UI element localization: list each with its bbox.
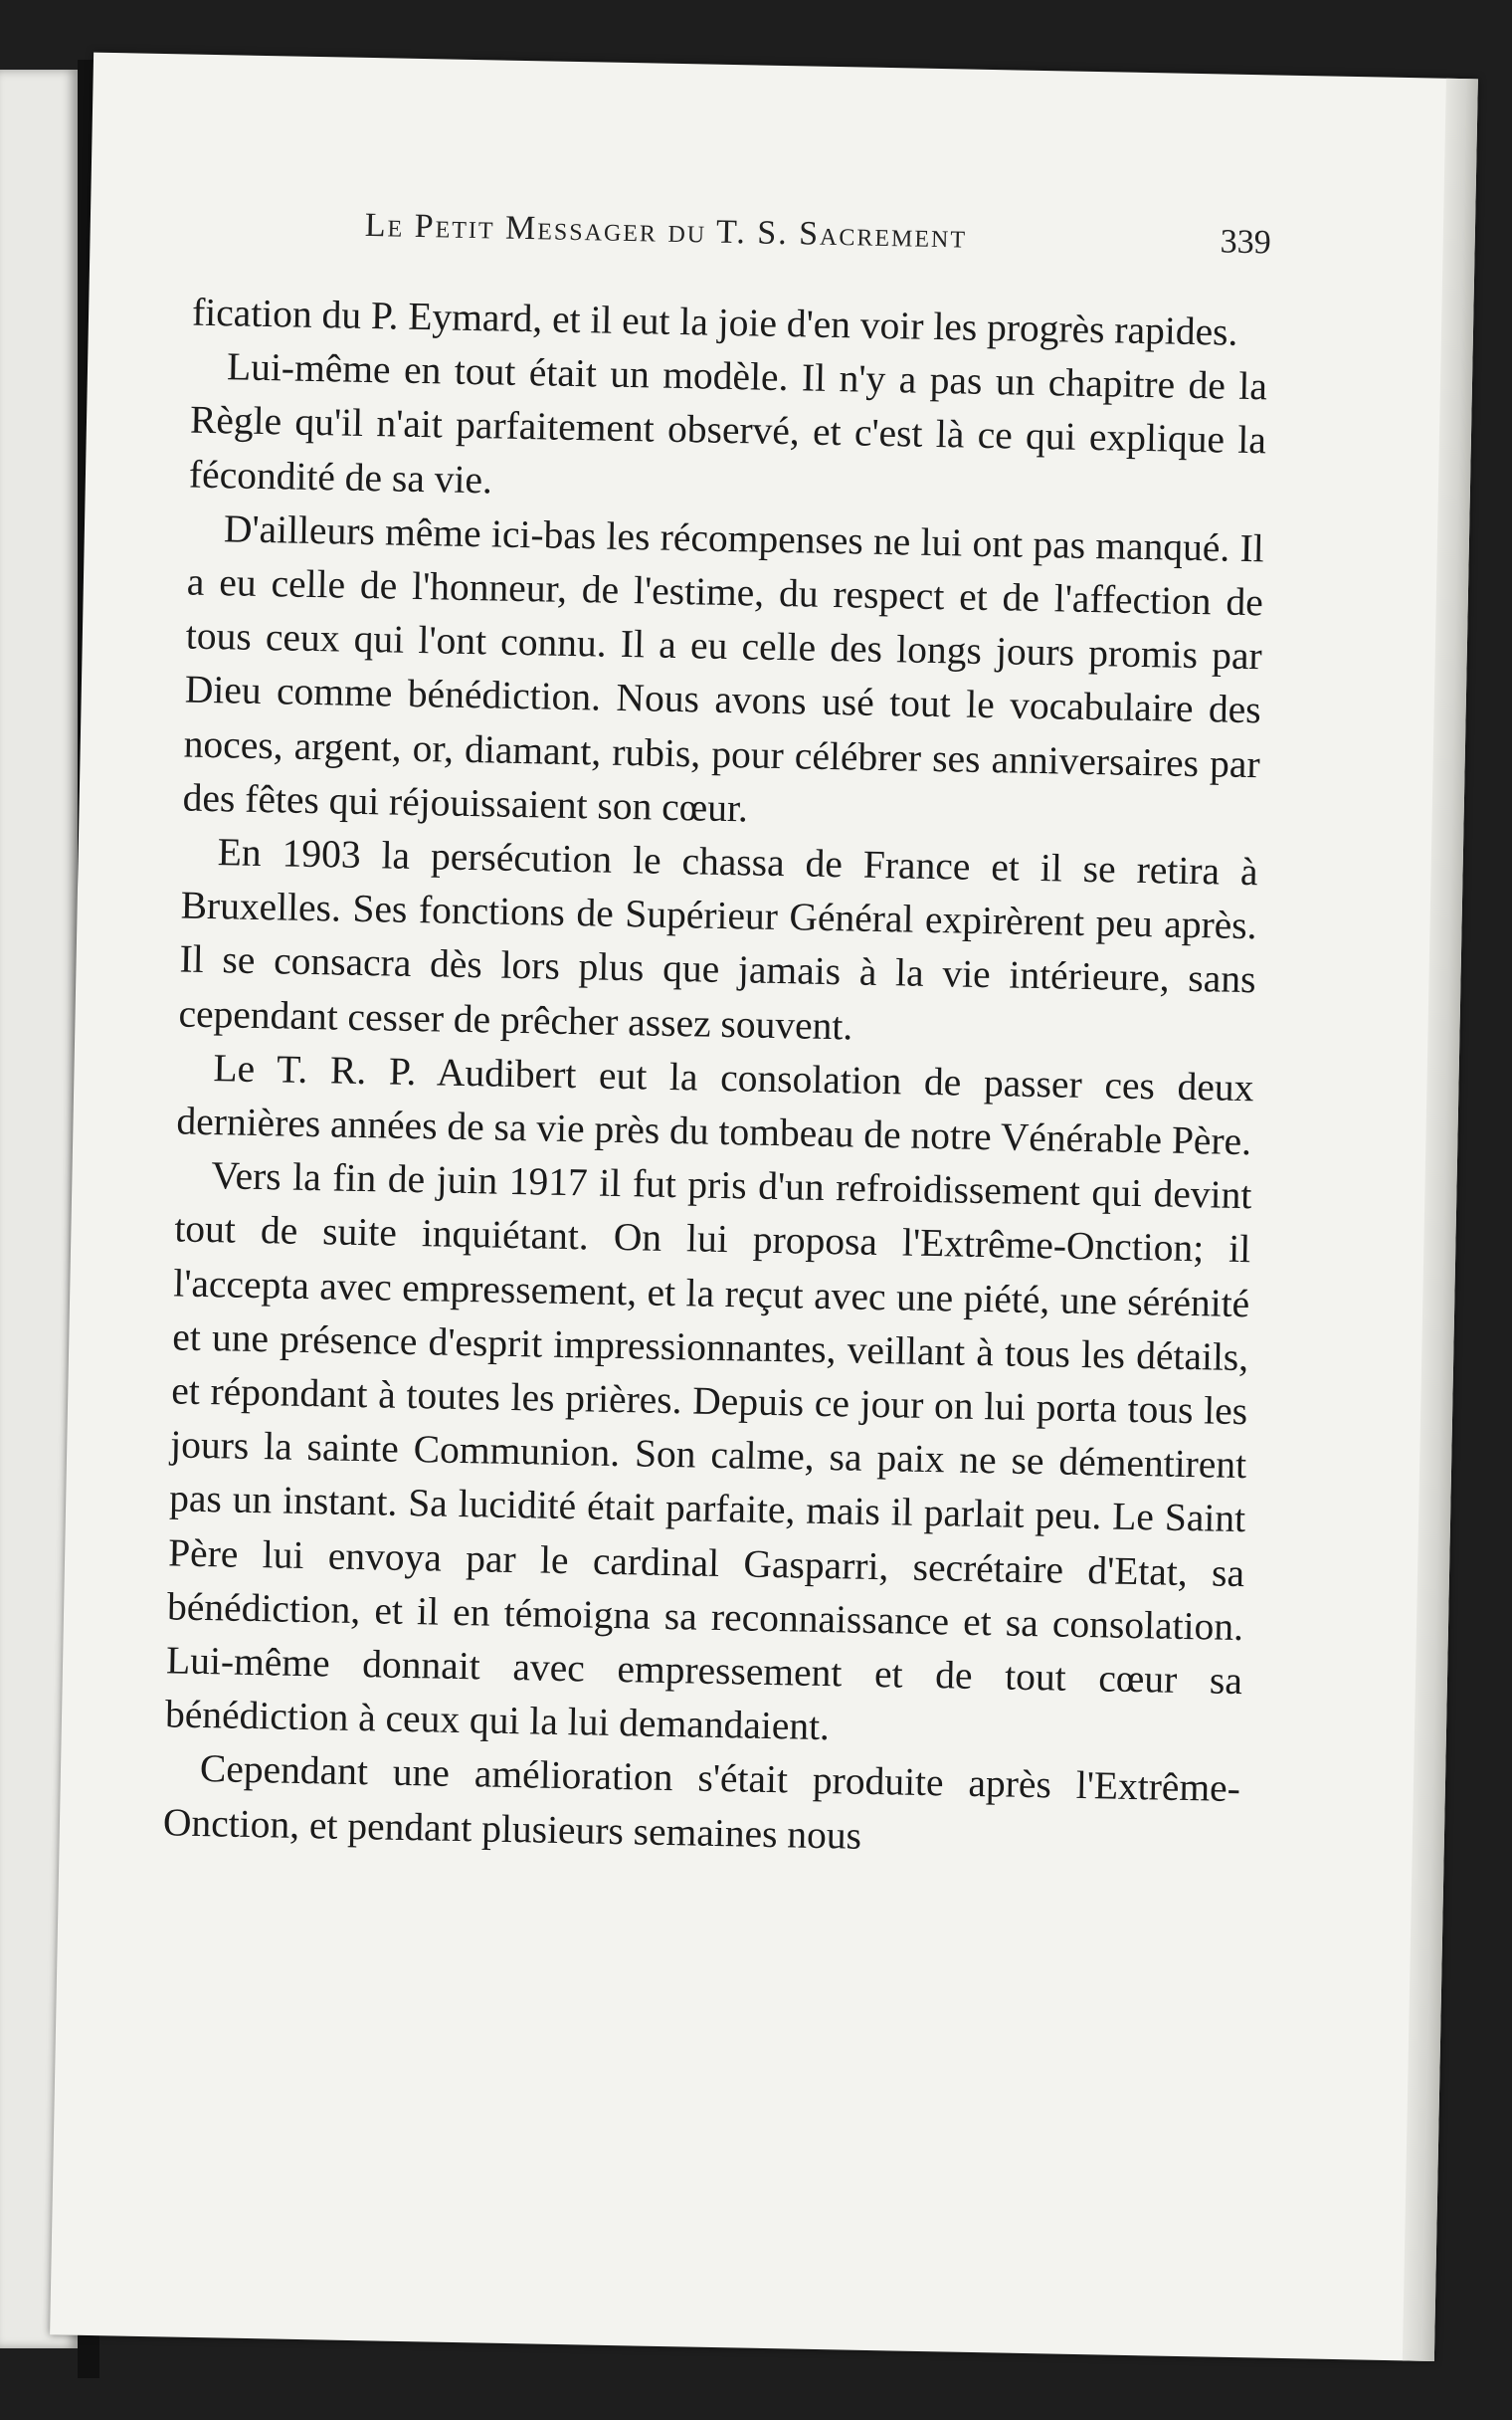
paragraph: Le T. R. P. Audibert eut la consolation de passer ces deux dernières années de sa vie près du tombeau de notre Vénérable Père. [176,1045,1254,1164]
paragraph-continuation: fication du P. Eymard, et il eut la joie d'en voir les progrès rapides. [191,290,1238,354]
paragraph: Lui-même en tout était un modèle. Il n'y a pas un chapitre de la Règle qu'il n'ait parfaitement observé, et c'est là ce qui explique la fécondité de sa vie. [188,344,1268,503]
page-header [364,207,1360,286]
book-page [50,53,1478,2361]
page-number: 339 [1220,223,1272,262]
running-title: Le Petit Messager du T. S. Sacrement [364,206,968,256]
paragraph: D'ailleurs même ici-bas les récompenses ne lui ont pas manqué. Il a eu celle de l'honneur, de l'estime, du respect et de l'affection de tous ceux qui l'ont connu. Il a eu celle des longs jours promis par Dieu comme bénédiction. Nous avons usé tout le vocabulaire des noces, argent, or, diamant, rubis, pour célébrer ses anniversaires par des fêtes qui réjouissaient son cœur. [182,506,1265,831]
body-text [162,286,1268,1870]
paragraph: Vers la fin de juin 1917 il fut pris d'un refroidissement qui devint tout de suite inquiétant. On lui proposa l'Extrême-Onction; il l'accepta avec empressement, et la reçut avec une piété, une sérénité et une présence d'esprit impressionnantes, veillant à tous les détails, et répondant à toutes les prières. Depuis ce jour on lui porta tous les jours la sainte Communion. Son calme, sa paix ne se démentirent pas un instant. Sa lucidité était parfaite, mais il parlait peu. Le Saint Père lui envoya par le cardinal Gasparri, secrétaire d'Etat, sa bénédiction, et il en témoigna sa reconnaissance et sa consolation. Lui-même donnait avec empressement et de tout cœur sa bénédiction à ceux qui la lui demandaient. [164,1153,1252,1749]
page-fore-edge [1403,79,1478,2361]
paragraph: Cependant une amélioration s'était produite après l'Extrême-Onction, et pendant plusieurs semaines nous [162,1746,1241,1858]
paragraph: En 1903 la persécution le chassa de France et il se retira à Bruxelles. Ses fonctions de Supérieur Général expirèrent peu après. Il se consacra dès lors plus que jamais à la vie intérieure, sans cependant cesser de prêcher assez souvent. [178,830,1258,1049]
